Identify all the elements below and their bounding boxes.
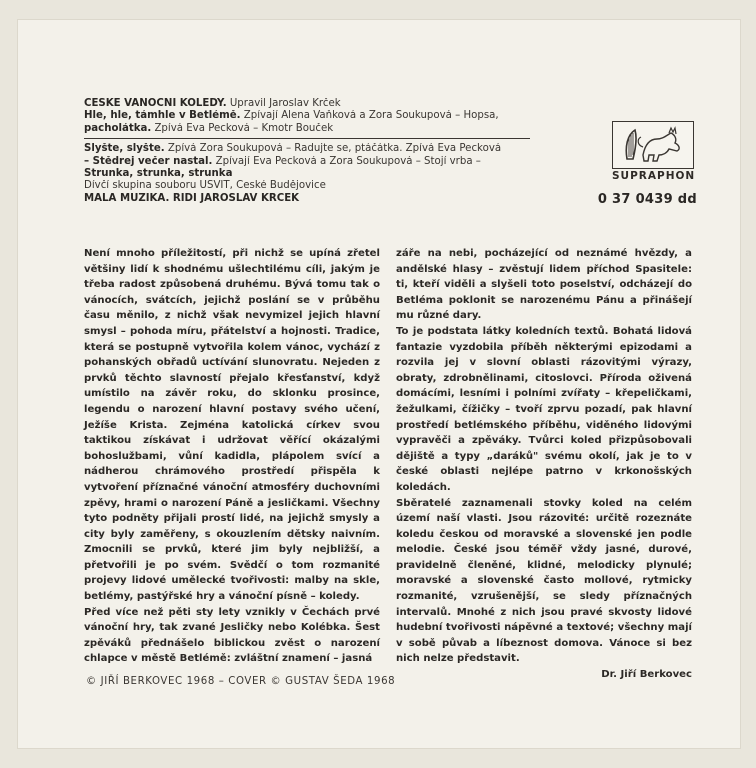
header-line-2: Hle, hle, támhle v Betlémě. Zpívají Alena Vaňková a Zora Soukupová – Hopsa, bbox=[84, 110, 499, 122]
author-signature: Dr. Jiří Berkovec bbox=[601, 669, 692, 681]
article-paragraph: Sběratelé zaznamenali stovky koled na celém území naší vlasti. Jsou rázovité: určitě rozeznáte koledu českou od moravské a slovenské jen podle melodie. České jsou téměř vždy jasné, durové, pravidelně členěné, klidné, melodicky plynulé; moravské a slovenské často mollové, rytmicky rozmanité, vzrušenější, se sledy příznačných intervalů. Mnohé z nich jsou pravé skvosty lidové hudební tvořivosti nápěvné a textové; všechny mají v sobě půvab a líbeznost domova. Vánoce si bez nich nelze představit. bbox=[396, 497, 692, 665]
header-line-6: Strunka, strunka, strunka bbox=[84, 168, 233, 180]
header-line-4: Slyšte, slyšte. Zpívá Zora Soukupová – Radujte se, ptáčátka. Zpívá Eva Pecková bbox=[84, 143, 502, 155]
article-paragraph: To je podstata látky koledních textů. Bohatá lidová fantazie vyzdobila příběh některými epizodami a rozvila jej v slovní oblasti rázovitými výrazy, obraty, zdrobnělinami, citoslovci. Příroda oživená domácími, lesními i polními zvířaty – křepeličkami, žežulkami, čížičky – tvoří zprvu pozadí, pak hlavní prostředí betlémského příběhu, viděného lidovými vypravěči a zpěváky. Tvůrci koled přizpůsobovali dějiště a typy „daráků" svému okolí, jak je to v české oblasti nejlépe patrno v krkonošských koledách. bbox=[396, 325, 692, 493]
header-divider bbox=[84, 138, 530, 139]
article-paragraph: Není mnoho příležitostí, při nichž se upíná zřetel většiny lidí k shodnému ušlechtilému cíli, jakým je třeba radost způsobená druhému. Bývá tomu tak o vánocích, svátcích, jejichž poslání se v průběhu času měnilo, z nichž však nevymizel jejich hlavní smysl – pohoda míru, přátelství a hojnosti. Tradice, která se postupně vytvořila kolem vánoc, vychází z pohanských obřadů uctívání slunovratu. Nejeden z prvků těchto slavností přejalo křesťanství, když umístilo na závěr roku, do sklonku prosince, legendu o narození hlavní postavy svého učení, Ježíše Krista. Zejména katolická církev svou taktikou získávat i udržovat věřící okázalými bohoslužbami, vůní kadidla, plápolem svící a nádherou chrámového prostředí přispěla k vytvoření příznačné vánoční atmosféry duchovními zpěvy, hrami o narození Páně a jesličkami. Všechny tyto podněty přijali prostí lidé, na jejichž smysly a city byly zaměřeny, s okouzlením dětsky naivním. Zmocnili se prvků, které jim byly nejbližší, a přetvořili je po svém. Svědčí o tom rozmanité projevy lidové umělecké tvořivosti: malby na skle, betlémy, pastýřské hry a vánoční písně – koledy. bbox=[84, 248, 380, 603]
header-line-5: – Štědrej večer nastal. Zpívají Eva Pecková a Zora Soukupová – Stojí vrba – bbox=[84, 155, 481, 167]
article-paragraph: záře na nebi, pocházející od neznámé hvězdy, a andělské hlasy – zvěstují lidem příchod Spasitele: ti, kteří viděli a slyšeli toto poselství, odcházejí do Betléma poklonit se narozenému Pánu a přinášejí mu různé dary. bbox=[396, 248, 692, 322]
article-column-left bbox=[84, 246, 380, 667]
catalog-number: 0 37 0439 dd bbox=[597, 192, 697, 207]
supraphon-logo bbox=[612, 121, 694, 169]
track-listing-header bbox=[84, 98, 530, 205]
record-label-name: SUPRAPHON bbox=[612, 170, 696, 182]
article-column-right bbox=[396, 246, 692, 683]
header-line-3: pacholátka. Zpívá Eva Pecková – Kmotr Bouček bbox=[84, 122, 334, 134]
header-line-1: ČESKÉ VÁNOČNÍ KOLEDY. Upravil Jaroslav Krček bbox=[84, 98, 341, 109]
article-paragraph: Před více než pěti sty lety vznikly v Čechách prvé vánoční hry, tak zvané Jesličky nebo Kolébka. Šest zpěváků přednášelo biblickou zvěst o narození chlapce v městě Betlémě: zvláštní znamení – jasná bbox=[84, 606, 380, 665]
lion-harp-emblem-icon bbox=[619, 125, 687, 165]
header-line-8: MALÁ MUZIKA. ŘÍDÍ JAROSLAV KRČEK bbox=[84, 192, 300, 204]
copyright-credits: © JIŘÍ BERKOVEC 1968 – COVER © GUSTAV ŠEDA 1968 bbox=[86, 676, 396, 687]
header-line-7: Dívčí skupina souboru ÚSVIT, České Budějovice bbox=[84, 180, 326, 192]
